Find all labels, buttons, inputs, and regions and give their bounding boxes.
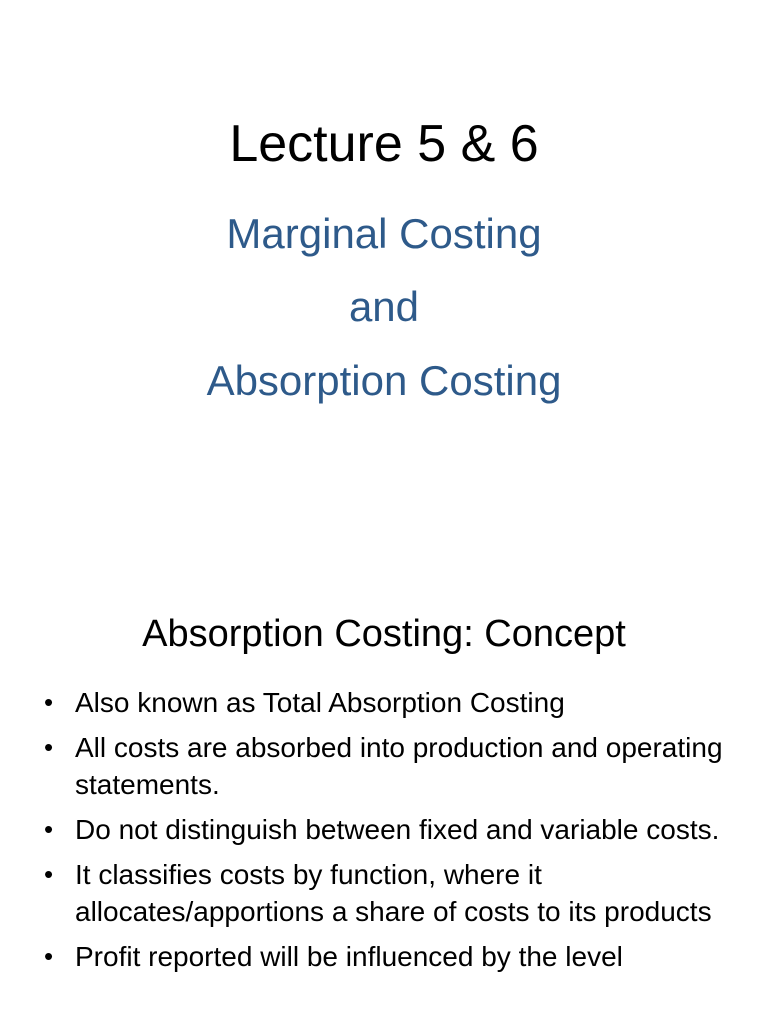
bullet-item <box>0 856 768 930</box>
bullet-icon: • <box>44 814 54 844</box>
subtitle-line-3: Absorption Costing <box>206 357 562 404</box>
subtitle-line-1: Marginal Costing <box>226 210 542 257</box>
bullet-icon: • <box>44 732 54 762</box>
bullet-text: Do not distinguish between fixed and variable costs. <box>75 814 720 845</box>
bullet-item <box>0 811 768 848</box>
bullet-item <box>0 729 768 803</box>
bullet-item <box>0 684 768 721</box>
bullet-list <box>0 684 768 983</box>
bullet-text: It classifies costs by function, where it allocates/apportions a share of costs to its products <box>75 859 712 927</box>
bullet-text: Also known as Total Absorption Costing <box>75 687 565 718</box>
content-slide <box>0 576 768 1024</box>
bullet-text: All costs are absorbed into production and operating statements. <box>75 732 723 800</box>
bullet-item <box>0 938 768 975</box>
slide-title: Absorption Costing: Concept <box>142 613 626 655</box>
bullet-icon: • <box>44 941 54 971</box>
lecture-title: Lecture 5 & 6 <box>229 115 539 173</box>
bullet-icon: • <box>44 687 54 717</box>
subtitle-line-2: and <box>348 283 420 330</box>
bullet-text: Profit reported will be influenced by the level <box>75 941 623 972</box>
bullet-icon: • <box>44 859 54 889</box>
